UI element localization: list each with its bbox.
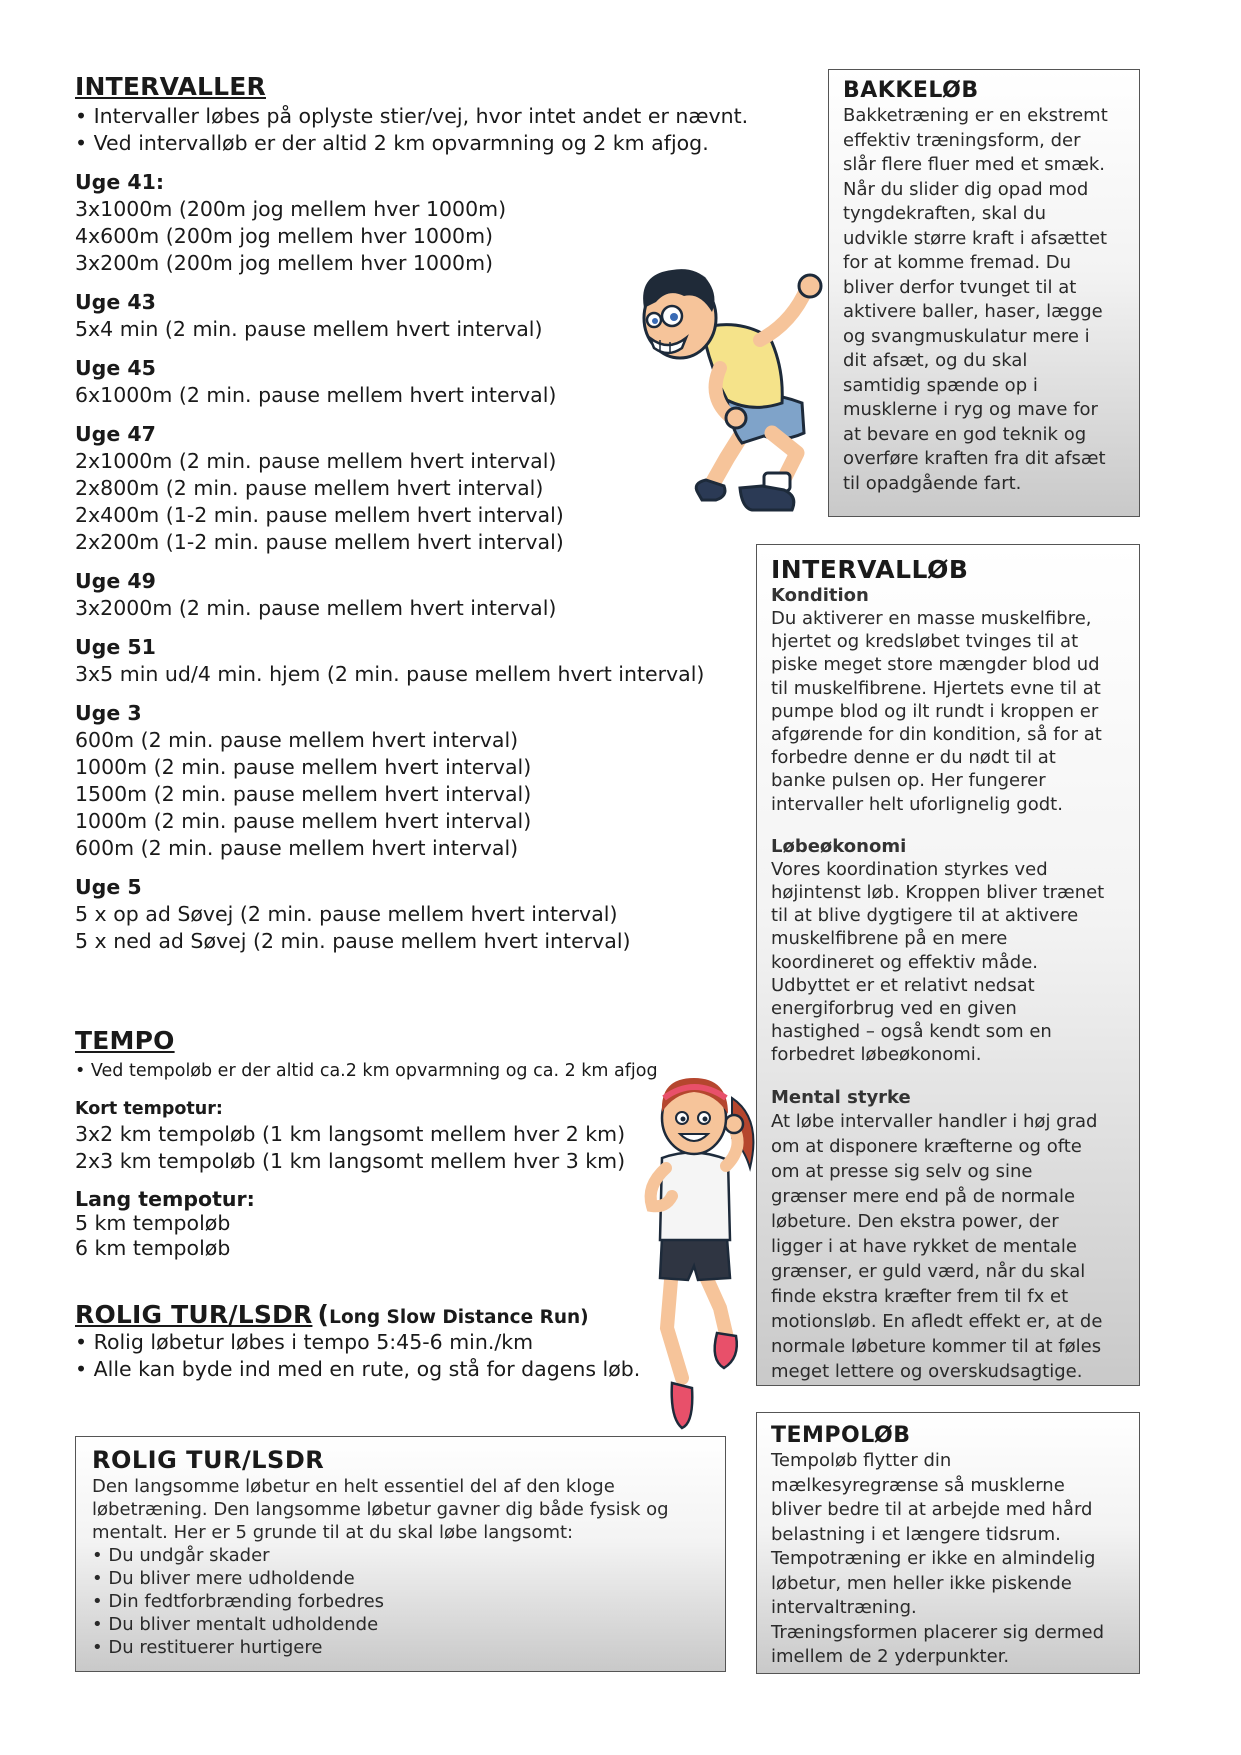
week-line: 2x1000m (2 min. pause mellem hvert interval) [75,449,557,473]
rolig-title: ROLIG TUR/LSDR [75,1300,313,1329]
bullet-char: • [75,1357,88,1381]
week-label: Uge 51 [75,635,156,659]
mental-styrke-section [771,1087,1127,1384]
cartoon-runner-boy [632,268,840,518]
text-line: udvikle større kraft i afsættet [843,227,1108,249]
section-heading: Mental styrke [771,1086,911,1108]
list-item [92,1544,713,1567]
bullet-char: • [75,1330,88,1354]
text-line: Tempoløb flytter din [771,1450,952,1471]
text-line: til opadgående fart. [843,472,1022,494]
text-line: Bakketræning er en ekstremt [843,105,1108,126]
week-line: 5 x ned ad Søvej (2 min. pause mellem hvert interval) [75,929,631,953]
kort-tempotur-line: 2x3 km tempoløb (1 km langsomt mellem hver 3 km) [75,1149,626,1173]
text-line: Den langsomme løbetur en helt essentiel del af den kloge [92,1476,615,1497]
week-line: 3x5 min ud/4 min. hjem (2 min. pause mellem hvert interval) [75,662,705,686]
intervalloeb-title: INTERVALLØB [771,555,969,584]
text-line: og svangmuskulatur mere i [843,325,1090,347]
kort-tempotur-line: 3x2 km tempoløb (1 km langsomt mellem hver 2 km) [75,1122,626,1146]
week-label: Uge 41: [75,170,165,194]
text-line: hastighed – også kendt som en [771,1021,1052,1043]
bullet-text: Intervaller løbes på oplyste stier/vej, hvor intet andet er nævnt. [93,104,749,128]
text-line: højintenst løb. Kroppen bliver trænet [771,882,1105,904]
week-label: Uge 49 [75,569,156,593]
list-item-text: Du restituerer hurtigere [108,1637,323,1658]
week-line: 2x400m (1-2 min. pause mellem hvert interval) [75,503,564,527]
section-text [771,858,1127,1067]
text-line: samtidig spænde op i [843,374,1038,396]
week-line: 5x4 min (2 min. pause mellem hvert interval) [75,317,543,341]
week-line: 600m (2 min. pause mellem hvert interval) [75,836,519,860]
text-line: Du aktiverer en masse muskelfibre, [771,608,1092,629]
text-line: grænser, er guld værd, når du skal [771,1260,1086,1282]
text-line: belastning i et længere tidsrum. [771,1523,1061,1545]
week-label: Uge 47 [75,422,156,446]
tempo-title: TEMPO [75,1026,175,1055]
text-line: tyngdekraften, skal du [843,203,1046,224]
bullet-char: • [75,131,88,155]
week-line: 2x800m (2 min. pause mellem hvert interval) [75,476,544,500]
bullet-char: • [92,1568,103,1589]
list-item-text: Du bliver mentalt udholdende [108,1614,379,1635]
text-line: bliver derfor tvunget til at [843,276,1077,298]
text-line: normale løbeture kommer til at føles [771,1335,1102,1357]
text-line: forbedre denne er du nødt til at [771,747,1056,769]
week-line: 2x200m (1-2 min. pause mellem hvert interval) [75,530,564,554]
week-line: 1000m (2 min. pause mellem hvert interval) [75,755,532,779]
text-line: for at komme fremad. Du [843,252,1072,273]
rolig-subtitle: Long Slow Distance Run) [329,1307,589,1328]
list-item-text: Du undgår skader [108,1545,270,1566]
list-item [92,1613,713,1636]
loebeoekonomi-section [771,836,1127,1067]
week-label: Uge 5 [75,875,142,899]
text-line: piske meget store mængder blod ud [771,654,1100,676]
bullet-text: Ved tempoløb er der altid ca.2 km opvarmning og ca. 2 km afjog [90,1061,658,1081]
bullet-text: Rolig løbetur løbes i tempo 5:45-6 min./km [93,1330,534,1354]
lang-tempotur-line: 6 km tempoløb [75,1236,231,1260]
week-49 [75,568,775,622]
text-line: løbeture. Den ekstra power, der [771,1210,1059,1232]
week-5 [75,874,775,955]
intervaller-title: INTERVALLER [75,72,266,101]
list-item-text: Din fedtforbrænding forbedres [108,1591,385,1612]
text-line: finde ekstra kræfter frem til fx et [771,1285,1069,1307]
text-line: Udbyttet er et relativt nedsat [771,974,1035,996]
cartoon-runner-girl [632,1068,762,1438]
text-line: banke pulsen op. Her fungerer [771,770,1046,792]
week-line: 1000m (2 min. pause mellem hvert interval) [75,809,532,833]
tempoloeb-text [771,1449,1127,1670]
section-text [771,607,1127,816]
bullet-char: • [92,1591,103,1612]
week-line: 3x1000m (200m jog mellem hver 1000m) [75,197,507,221]
lang-tempotur-label: Lang tempotur: [75,1187,255,1211]
list-item [92,1590,713,1613]
week-line: 5 x op ad Søvej (2 min. pause mellem hvert interval) [75,902,618,926]
text-line: til muskelfibrene. Hjertets evne til at [771,677,1101,699]
text-line: at bevare en god teknik og [843,423,1087,445]
text-line: afgørende for din kondition, så for at [771,724,1102,746]
bakkeloeb-text [843,104,1127,496]
list-item-text: Du bliver mere udholdende [108,1568,355,1589]
text-line: bliver bedre til at arbejde med hård [771,1499,1093,1520]
bullet-char: • [92,1637,103,1658]
lang-tempotur-line: 5 km tempoløb [75,1211,231,1235]
text-line: effektiv træningsform, der [843,129,1081,151]
rolig-box [75,1436,726,1672]
list-item [92,1636,713,1659]
bullet-char: • [92,1614,103,1635]
text-line: musklerne i ryg og mave for [843,399,1098,420]
text-line: motionsløb. En afledt effekt er, at de [771,1310,1103,1332]
text-line: koordineret og effektiv måde. [771,951,1039,973]
text-line: mentalt. Her er 5 grunde til at du skal løbe langsomt: [92,1522,574,1543]
kondition-section [771,585,1127,816]
bullet-char: • [75,104,88,128]
week-line: 3x2000m (2 min. pause mellem hvert interval) [75,596,557,620]
section-heading: Løbeøkonomi [771,835,907,857]
bakkeloeb-title: BAKKELØB [843,78,979,103]
text-line: muskelfibrene på en mere [771,928,1008,950]
intervalloeb-box [756,544,1140,1386]
week-line: 1500m (2 min. pause mellem hvert interval) [75,782,532,806]
text-line: ligger i at have rykket de mentale [771,1235,1077,1257]
text-line: dit afsæt, og du skal [843,350,1028,371]
week-51 [75,634,775,688]
section-heading: Kondition [771,585,869,606]
bullet-text: Ved intervalløb er der altid 2 km opvarmning og 2 km afjog. [93,131,709,155]
text-line: overføre kraften fra dit afsæt [843,448,1106,469]
text-line: slår flere fluer med et smæk. [843,154,1106,175]
text-line: Når du slider dig opad mod [843,178,1089,200]
rolig-box-title: ROLIG TUR/LSDR [92,1446,325,1474]
text-line: intervaller helt uforlignelig godt. [771,793,1063,815]
bullet-text: Alle kan byde ind med en rute, og stå for dagens løb. [93,1357,641,1381]
text-line: Vores koordination styrkes ved [771,858,1048,880]
text-line: At løbe intervaller handler i høj grad [771,1110,1098,1132]
week-line: 600m (2 min. pause mellem hvert interval) [75,728,519,752]
text-line: til at blive dygtigere til at aktivere [771,905,1079,927]
kort-tempotur-label: Kort tempotur: [75,1099,223,1119]
text-line: mælkesyregrænse så musklerne [771,1474,1065,1496]
week-label: Uge 45 [75,356,156,380]
week-line: 6x1000m (2 min. pause mellem hvert interval) [75,383,557,407]
week-label: Uge 3 [75,701,142,725]
text-line: aktivere baller, haser, lægge [843,301,1103,322]
tempoloeb-box [756,1412,1140,1674]
text-line: hjertet og kredsløbet tvinges til at [771,631,1079,653]
text-line: løbetur, men heller ikke piskende [771,1572,1072,1594]
text-line: forbedret løbeøkonomi. [771,1044,982,1066]
text-line: løbetræning. Den langsomme løbetur gavner dig både fysisk og [92,1499,669,1520]
week-41 [75,169,775,277]
text-line: meget lettere og overskudsagtige. [771,1360,1083,1382]
intervaller-bullet-2 [75,130,775,157]
text-line: energiforbrug ved en given [771,998,1017,1020]
text-line: grænser mere end på de normale [771,1185,1076,1207]
rolig-paren: ( [317,1300,330,1329]
bakkeloeb-box [828,69,1140,517]
intervaller-bullet-1 [75,103,775,130]
text-line: Tempotræning er ikke en almindelig [771,1548,1096,1569]
text-line: Træningsformen placerer sig dermed [771,1621,1104,1643]
tempoloeb-title: TEMPOLØB [771,1423,911,1448]
text-line: intervaltræning. [771,1597,917,1618]
text-line: imellem de 2 yderpunkter. [771,1646,1010,1667]
week-3 [75,700,775,862]
list-item [92,1567,713,1590]
bullet-char: • [75,1061,86,1081]
bullet-char: • [92,1545,103,1566]
text-line: om at disponere kræfterne og ofte [771,1135,1082,1157]
week-line: 4x600m (200m jog mellem hver 1000m) [75,224,494,248]
text-line: om at presse sig selv og sine [771,1160,1033,1182]
section-text [771,1109,1127,1384]
text-line: pumpe blod og ilt rundt i kroppen er [771,700,1099,722]
week-label: Uge 43 [75,290,156,314]
week-line: 3x200m (200m jog mellem hver 1000m) [75,251,494,275]
